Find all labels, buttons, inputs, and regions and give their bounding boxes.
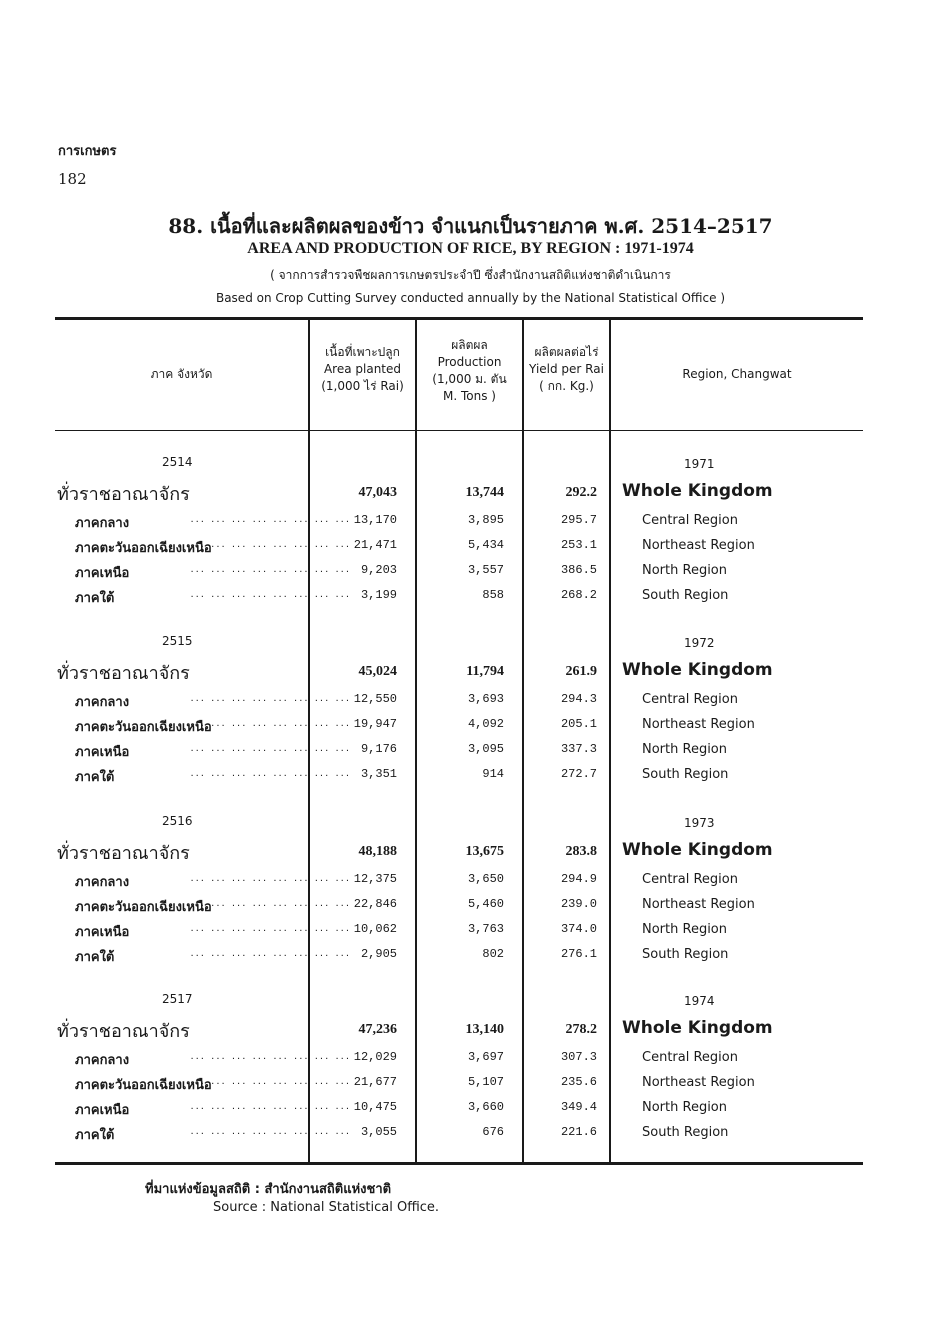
yield-value: 294.9 — [560, 872, 597, 886]
year-label-thai: 2515 — [162, 634, 193, 648]
production-value: 676 — [482, 1125, 504, 1139]
area-value: 21,677 — [353, 1075, 397, 1089]
leader-dots: ... ... ... ... ... ... ... ... — [190, 768, 351, 779]
region-name-thai: ภาคใต้ — [75, 1128, 115, 1143]
region-name-thai: ภาคใต้ — [75, 770, 115, 785]
region-name-english: North Region — [642, 563, 727, 578]
table-row — [55, 895, 863, 917]
table-row-total — [55, 842, 863, 864]
source-english: Source : National Statistical Office. — [213, 1200, 440, 1215]
leader-dots: ... ... ... ... ... ... ... ... — [190, 1051, 351, 1062]
yield-value: 278.2 — [565, 1022, 597, 1037]
leader-dots: ... ... ... ... ... ... ... ... — [190, 693, 351, 704]
year-label-thai: 2514 — [162, 455, 193, 469]
yield-value: 295.7 — [560, 513, 597, 527]
header-area-line-2: Area planted — [323, 362, 402, 376]
table-row — [55, 1073, 863, 1095]
production-value: 5,460 — [467, 897, 504, 911]
table-row — [55, 536, 863, 558]
leader-dots: ... ... ... ... ... ... ... ... — [190, 1101, 351, 1112]
region-name-english: Central Region — [642, 692, 738, 707]
region-name-english: Northeast Region — [642, 717, 755, 732]
area-value: 12,029 — [353, 1050, 397, 1064]
table-row-total — [55, 1020, 863, 1042]
leader-dots: ... ... ... ... ... ... ... ... — [190, 539, 351, 550]
table-row — [55, 920, 863, 942]
header-region-thai: ภาค จังหวัด — [150, 367, 213, 381]
area-value: 9,176 — [360, 742, 397, 756]
area-value: 22,846 — [353, 897, 397, 911]
leader-dots: ... ... ... ... ... ... ... ... — [190, 589, 351, 600]
region-name-english: Central Region — [642, 513, 738, 528]
region-name-thai: ทั่วราชอาณาจักร — [57, 484, 190, 505]
yield-value: 205.1 — [560, 717, 597, 731]
region-name-english: South Region — [642, 1125, 729, 1140]
area-value: 13,170 — [353, 513, 397, 527]
year-label-thai: 2517 — [162, 992, 193, 1006]
yield-value: 239.0 — [560, 897, 597, 911]
area-value: 19,947 — [353, 717, 397, 731]
region-name-thai: ภาคเหนือ — [75, 745, 130, 760]
region-name-english: Whole Kingdom — [622, 660, 773, 680]
yield-value: 337.3 — [560, 742, 597, 756]
year-label-english: 1972 — [684, 636, 715, 650]
production-value: 13,140 — [465, 1022, 504, 1037]
yield-value: 283.8 — [565, 844, 597, 859]
yield-value: 261.9 — [565, 664, 597, 679]
table-row — [55, 1123, 863, 1145]
region-name-thai: ภาคกลาง — [75, 516, 130, 531]
production-value: 5,107 — [467, 1075, 504, 1089]
yield-value: 349.4 — [560, 1100, 597, 1114]
region-name-english: Whole Kingdom — [622, 1018, 773, 1038]
table-row — [55, 715, 863, 737]
area-value: 47,043 — [358, 485, 397, 500]
area-value: 21,471 — [353, 538, 397, 552]
area-value: 12,375 — [353, 872, 397, 886]
yield-value: 235.6 — [560, 1075, 597, 1089]
yield-value: 374.0 — [560, 922, 597, 936]
yield-value: 386.5 — [560, 563, 597, 577]
production-value: 3,693 — [467, 692, 504, 706]
region-name-thai: ภาคตะวันออกเฉียงเหนือ — [75, 720, 212, 735]
region-name-thai: ทั่วราชอาณาจักร — [57, 843, 190, 864]
production-value: 3,095 — [467, 742, 504, 756]
leader-dots: ... ... ... ... ... ... ... ... — [190, 923, 351, 934]
region-name-english: South Region — [642, 947, 729, 962]
year-label-english: 1971 — [684, 457, 715, 471]
production-value: 3,660 — [467, 1100, 504, 1114]
leader-dots: ... ... ... ... ... ... ... ... — [190, 873, 351, 884]
region-name-thai: ภาคตะวันออกเฉียงเหนือ — [75, 541, 212, 556]
region-name-english: North Region — [642, 1100, 727, 1115]
table-subtitle-thai: ( จากการสำรวจพืชผลการเกษตรประจำปี ซึ่งสำนักงานสถิติแห่งชาติดำเนินการ — [270, 268, 671, 282]
leader-dots: ... ... ... ... ... ... ... ... — [190, 948, 351, 959]
header-area-line-3: (1,000 ไร่ Rai) — [321, 379, 404, 393]
area-value: 10,062 — [353, 922, 397, 936]
header-yield-line-1: ผลิตผลต่อไร่ — [534, 345, 599, 359]
header-area-line-1: เนื้อที่เพาะปลูก — [325, 345, 400, 359]
region-name-english: North Region — [642, 922, 727, 937]
region-name-thai: ภาคเหนือ — [75, 566, 130, 581]
table-row — [55, 1098, 863, 1120]
production-value: 3,895 — [467, 513, 504, 527]
region-name-thai: ทั่วราชอาณาจักร — [57, 1021, 190, 1042]
table-row — [55, 690, 863, 712]
region-name-english: South Region — [642, 588, 729, 603]
production-value: 13,744 — [465, 485, 504, 500]
production-value: 3,650 — [467, 872, 504, 886]
yield-value: 307.3 — [560, 1050, 597, 1064]
region-name-thai: ภาคตะวันออกเฉียงเหนือ — [75, 1078, 212, 1093]
header-region-english: Region, Changwat — [682, 367, 792, 381]
region-name-thai: ภาคกลาง — [75, 695, 130, 710]
yield-value: 294.3 — [560, 692, 597, 706]
production-value: 13,675 — [465, 844, 504, 859]
table-title-english: AREA AND PRODUCTION OF RICE, BY REGION : 1971-1974 — [247, 240, 694, 257]
table-row — [55, 1048, 863, 1070]
header-yield-line-3: ( กก. Kg.) — [539, 379, 594, 393]
year-label-english: 1973 — [684, 816, 715, 830]
region-name-thai: ภาคกลาง — [75, 875, 130, 890]
region-name-english: North Region — [642, 742, 727, 757]
region-name-thai: ภาคใต้ — [75, 591, 115, 606]
source-thai: ที่มาแห่งข้อมูลสถิติ : สำนักงานสถิติแห่งชาติ — [145, 1182, 392, 1197]
region-name-english: Central Region — [642, 872, 738, 887]
production-value: 3,557 — [467, 563, 504, 577]
table-subtitle-english: Based on Crop Cutting Survey conducted annually by the National Statistical Office ) — [215, 291, 726, 305]
header-production-line-2: Production — [437, 355, 502, 369]
page-number: 182 — [58, 170, 87, 188]
running-head: การเกษตร — [58, 144, 117, 159]
region-name-english: Northeast Region — [642, 1075, 755, 1090]
area-value: 45,024 — [358, 664, 397, 679]
yield-value: 268.2 — [560, 588, 597, 602]
region-name-english: Central Region — [642, 1050, 738, 1065]
production-value: 5,434 — [467, 538, 504, 552]
production-value: 914 — [482, 767, 504, 781]
region-name-thai: ภาคตะวันออกเฉียงเหนือ — [75, 900, 212, 915]
table-bottom-rule — [55, 1162, 863, 1165]
area-value: 3,199 — [360, 588, 397, 602]
yield-value: 253.1 — [560, 538, 597, 552]
table-top-rule — [55, 317, 863, 320]
production-value: 858 — [482, 588, 504, 602]
header-production — [417, 337, 522, 405]
leader-dots: ... ... ... ... ... ... ... ... — [190, 898, 351, 909]
region-name-thai: ภาคใต้ — [75, 950, 115, 965]
region-name-thai: ทั่วราชอาณาจักร — [57, 663, 190, 684]
header-yield — [524, 344, 609, 395]
production-value: 4,092 — [467, 717, 504, 731]
region-name-english: Whole Kingdom — [622, 840, 773, 860]
table-title-thai: 88. เนื้อที่และผลิตผลของข้าว จำแนกเป็นรายภาค พ.ศ. 2514–2517 — [168, 214, 773, 238]
header-yield-line-2: Yield per Rai — [529, 362, 604, 376]
region-name-english: South Region — [642, 767, 729, 782]
area-value: 2,905 — [360, 947, 397, 961]
table-row — [55, 586, 863, 608]
leader-dots: ... ... ... ... ... ... ... ... — [190, 718, 351, 729]
region-name-english: Northeast Region — [642, 538, 755, 553]
table-row — [55, 945, 863, 967]
table-row-total — [55, 483, 863, 505]
leader-dots: ... ... ... ... ... ... ... ... — [190, 743, 351, 754]
year-label-english: 1974 — [684, 994, 715, 1008]
header-area — [310, 344, 415, 395]
table-row — [55, 511, 863, 533]
yield-value: 276.1 — [560, 947, 597, 961]
area-value: 48,188 — [358, 844, 397, 859]
production-value: 802 — [482, 947, 504, 961]
leader-dots: ... ... ... ... ... ... ... ... — [190, 1126, 351, 1137]
area-value: 10,475 — [353, 1100, 397, 1114]
header-bottom-rule — [55, 430, 863, 431]
table-row — [55, 765, 863, 787]
leader-dots: ... ... ... ... ... ... ... ... — [190, 564, 351, 575]
table-row — [55, 870, 863, 892]
header-production-line-4: M. Tons ) — [443, 389, 496, 403]
leader-dots: ... ... ... ... ... ... ... ... — [190, 514, 351, 525]
yield-value: 292.2 — [565, 485, 597, 500]
header-production-line-1: ผลิตผล — [451, 338, 488, 352]
yield-value: 272.7 — [560, 767, 597, 781]
area-value: 9,203 — [360, 563, 397, 577]
year-label-thai: 2516 — [162, 814, 193, 828]
region-name-thai: ภาคเหนือ — [75, 1103, 130, 1118]
area-value: 3,055 — [360, 1125, 397, 1139]
production-value: 3,697 — [467, 1050, 504, 1064]
table-row-total — [55, 662, 863, 684]
yield-value: 221.6 — [560, 1125, 597, 1139]
leader-dots: ... ... ... ... ... ... ... ... — [190, 1076, 351, 1087]
region-name-english: Whole Kingdom — [622, 481, 773, 501]
table-row — [55, 561, 863, 583]
area-value: 47,236 — [358, 1022, 397, 1037]
area-value: 3,351 — [360, 767, 397, 781]
table-row — [55, 740, 863, 762]
production-value: 3,763 — [467, 922, 504, 936]
region-name-thai: ภาคกลาง — [75, 1053, 130, 1068]
region-name-english: Northeast Region — [642, 897, 755, 912]
production-value: 11,794 — [466, 664, 504, 679]
area-value: 12,550 — [353, 692, 397, 706]
region-name-thai: ภาคเหนือ — [75, 925, 130, 940]
header-production-line-3: (1,000 ม. ตัน — [432, 372, 507, 386]
